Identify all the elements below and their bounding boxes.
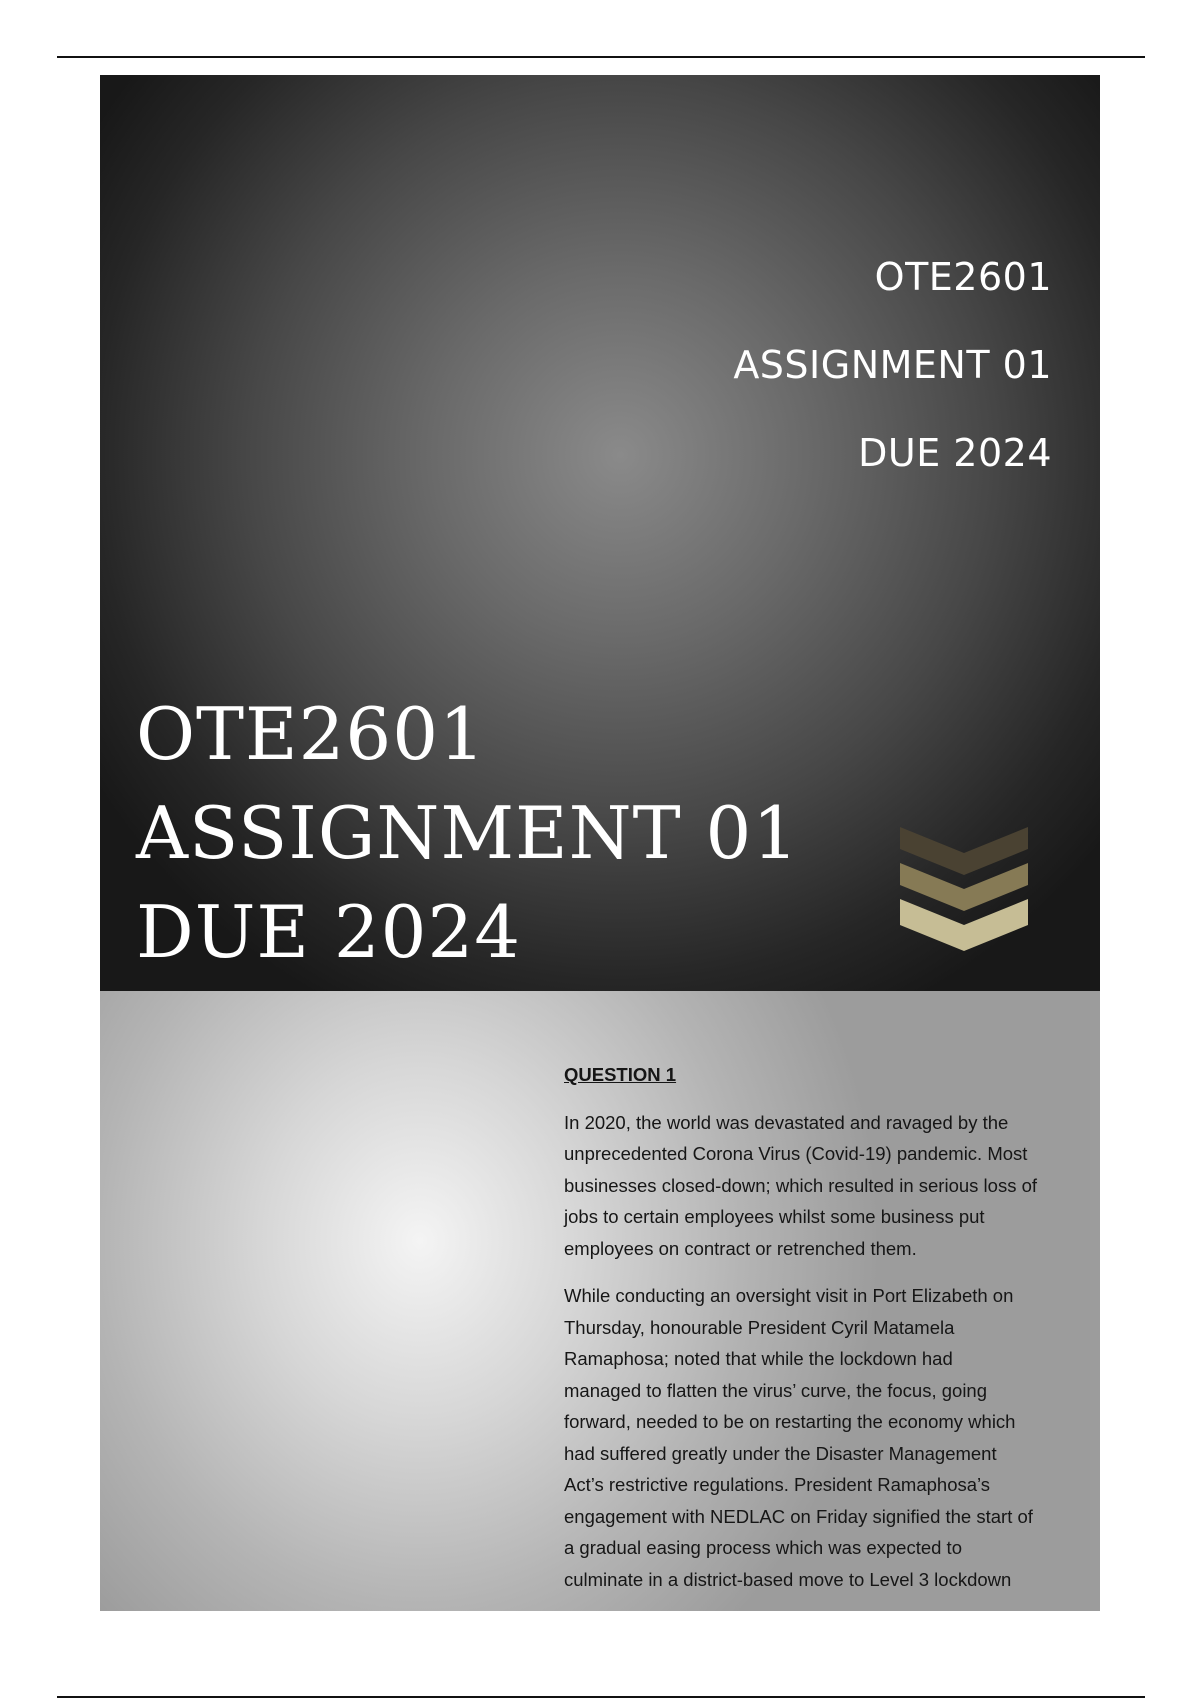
paragraph-line: a gradual easing process which was expected to [564,1537,962,1558]
paragraph-line: unprecedented Corona Virus (Covid-19) pandemic. Most [564,1143,1028,1164]
bottom-rule [57,1696,1145,1698]
cover-light-panel [100,991,1100,1611]
paragraph-line: employees on contract or retrenched them. [564,1237,917,1259]
paragraph-line: businesses closed-down; which resulted in serious loss of [564,1174,1038,1196]
chevron-stack-icon [900,827,1028,951]
paragraph-line: engagement with NEDLAC on Friday signified the start of [564,1505,1033,1527]
paragraph-line: forward, needed to be on restarting the economy which [564,1411,1016,1432]
paragraph-line: While conducting an oversight visit in Port Elizabeth on [564,1285,1014,1306]
paragraph-line: Thursday, honourable President Cyril Matamela [564,1316,955,1338]
cover-title-line-3: DUE 2024 [136,890,522,974]
paragraph-line: Ramaphosa; noted that while the lockdown had [564,1348,953,1369]
cover-course-code: OTE2601 [874,255,1052,299]
cover-title [136,685,799,982]
cover-dark-panel [100,75,1100,991]
chevron-dark-icon [900,827,1028,875]
paragraph-line: Act’s restrictive regulations. President Ramaphosa’s [564,1474,991,1495]
cover-page [100,75,1100,1611]
question-paragraph-1 [564,1107,1084,1265]
paragraph-line: In 2020, the world was devastated and ravaged by the [564,1111,1009,1133]
cover-title-line-2: ASSIGNMENT 01 [136,791,800,875]
top-rule [57,56,1145,58]
cover-due-label: DUE 2024 [858,431,1052,475]
cover-title-line-1: OTE2601 [136,692,486,776]
cover-assignment-label: ASSIGNMENT 01 [733,343,1052,387]
paragraph-line: jobs to certain employees whilst some business put [564,1206,985,1227]
question-heading: QUESTION 1 [564,1064,677,1085]
paragraph-line: managed to flatten the virus’ curve, the focus, going [564,1379,988,1401]
question-paragraph-2 [564,1280,1084,1595]
paragraph-line: culminate in a district-based move to Level 3 lockdown [564,1568,1012,1590]
question-content [564,1059,1084,1611]
paragraph-line: had suffered greatly under the Disaster Management [564,1442,997,1464]
